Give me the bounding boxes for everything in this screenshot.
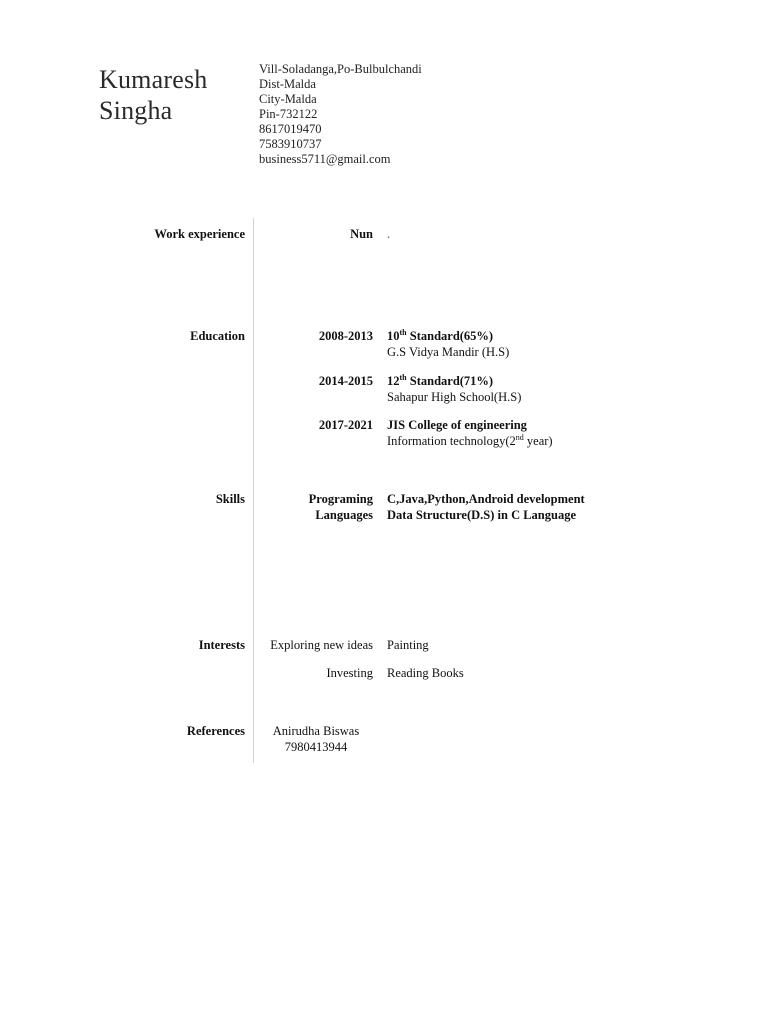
- education-years: 2017-2021: [318, 418, 373, 432]
- references-label: References: [186, 724, 245, 738]
- pin-line: Pin-732122: [259, 107, 318, 121]
- interest-item: Painting: [387, 638, 429, 652]
- reference-name: Anirudha Biswas: [272, 724, 360, 738]
- education-school: Sahapur High School(H.S): [387, 389, 522, 404]
- email: business5711@gmail.com: [259, 152, 391, 166]
- education-years: 2014-2015: [318, 374, 373, 388]
- interests-label: Interests: [198, 638, 245, 652]
- section-divider-line: [253, 218, 254, 763]
- skills-line: C,Java,Python,Android development: [387, 492, 585, 506]
- city-line: City-Malda: [259, 92, 317, 106]
- education-title: JIS College of engineering: [387, 418, 527, 432]
- education-entry: [387, 329, 509, 360]
- phone-1: 8617019470: [259, 122, 322, 136]
- interest-item: Investing: [326, 666, 373, 680]
- skills-label: Skills: [215, 492, 245, 506]
- education-title: 12th Standard(71%): [387, 372, 494, 388]
- interest-item: Exploring new ideas: [270, 638, 373, 652]
- work-experience-label: Work experience: [154, 227, 245, 241]
- work-experience-detail: .: [387, 227, 391, 241]
- last-name: Singha: [99, 96, 173, 125]
- contact-block: [259, 62, 422, 167]
- skills-list: [387, 492, 585, 523]
- education-entry: [387, 374, 521, 405]
- phone-2: 7583910737: [259, 137, 322, 151]
- education-school: G.S Vidya Mandir (H.S): [387, 344, 510, 359]
- education-title: 10th Standard(65%): [387, 327, 494, 343]
- education-school: Information technology(2nd year): [387, 432, 553, 448]
- interest-item: Reading Books: [387, 666, 464, 680]
- skills-line: Data Structure(D.S) in C Language: [387, 507, 577, 522]
- reference-phone: 7980413944: [284, 739, 348, 754]
- work-experience-value: Nun: [350, 227, 373, 241]
- skills-category: Programing Languages: [308, 492, 373, 522]
- education-years: 2008-2013: [318, 329, 373, 343]
- education-entry: [387, 418, 553, 449]
- applicant-name: [99, 64, 207, 126]
- education-label: Education: [190, 329, 245, 343]
- first-name: Kumaresh: [99, 65, 208, 94]
- district-line: Dist-Malda: [259, 77, 316, 91]
- reference-entry: [269, 724, 363, 755]
- address-line: Vill-Soladanga,Po-Bulbulchandi: [259, 62, 422, 76]
